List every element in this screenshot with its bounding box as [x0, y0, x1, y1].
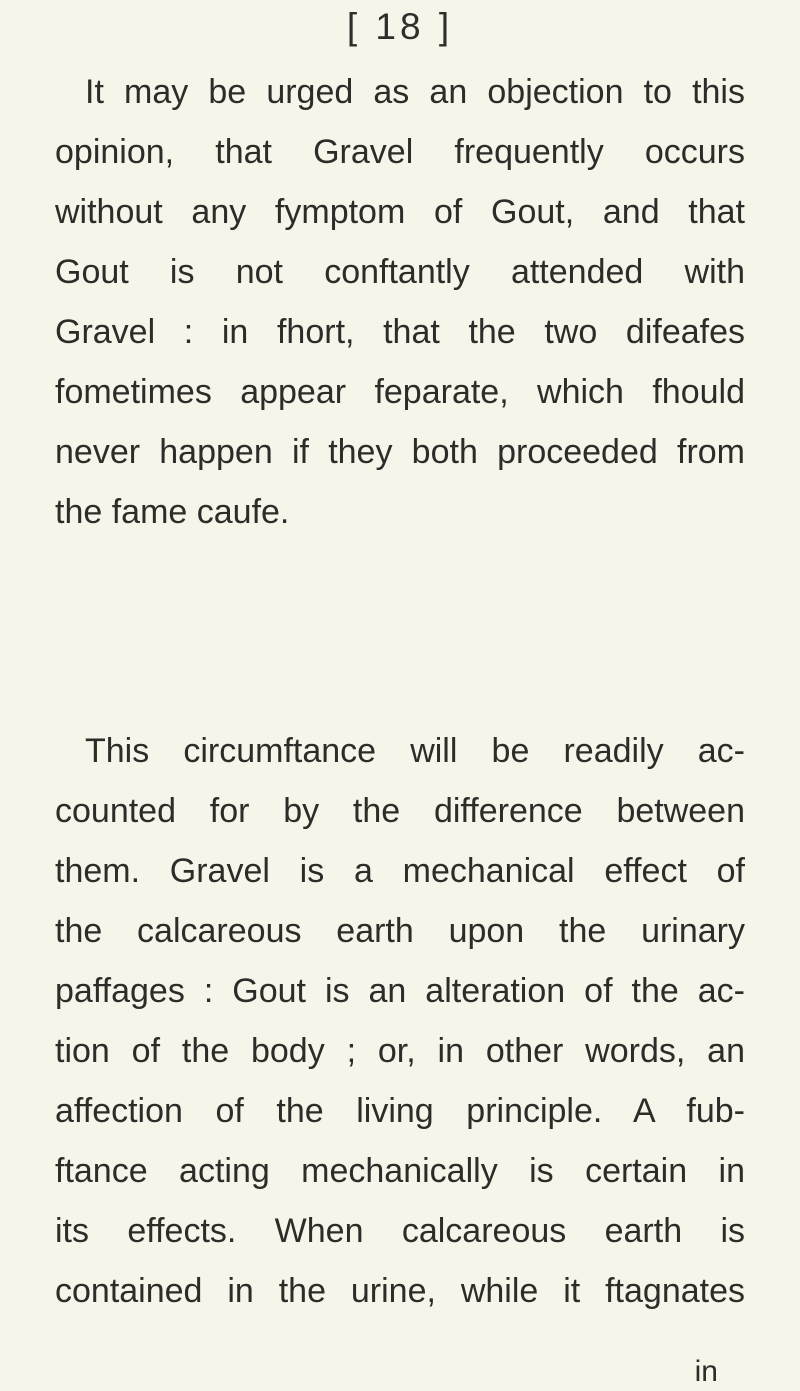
text-line: ftance acting mechanically is certain in [55, 1152, 745, 1190]
text-line: counted for by the difference between [55, 792, 745, 830]
text-line: contained in the urine, while it ftagnates [55, 1272, 745, 1310]
text-line: fometimes appear feparate, which fhould [55, 373, 745, 411]
text-line: the fame caufe. [55, 493, 290, 531]
text-line: paffages : Gout is an alteration of the ac- [55, 972, 745, 1010]
text-line: Gravel : in fhort, that the two difeafes [55, 313, 745, 351]
text-line: It may be urged as an objection to this [85, 73, 745, 111]
page-number: [ 18 ] [346, 6, 454, 47]
text-line: its effects. When calcareous earth is [55, 1212, 745, 1250]
text-line: Gout is not conftantly attended with [55, 253, 745, 291]
paragraph-2 [55, 721, 745, 1321]
text-line: never happen if they both proceeded from [55, 433, 745, 471]
page-number-header [0, 6, 800, 48]
text-line: them. Gravel is a mechanical effect of [55, 852, 745, 890]
text-line: This circumftance will be readily ac- [85, 732, 745, 770]
catchword: in [694, 1355, 718, 1388]
text-line: the calcareous earth upon the urinary [55, 912, 745, 950]
text-line: affection of the living principle. A fub- [55, 1092, 745, 1130]
paragraph-1 [55, 62, 745, 542]
text-line: opinion, that Gravel frequently occurs [55, 133, 745, 171]
text-line: without any fymptom of Gout, and that [55, 193, 745, 231]
text-line: tion of the body ; or, in other words, an [55, 1032, 745, 1070]
